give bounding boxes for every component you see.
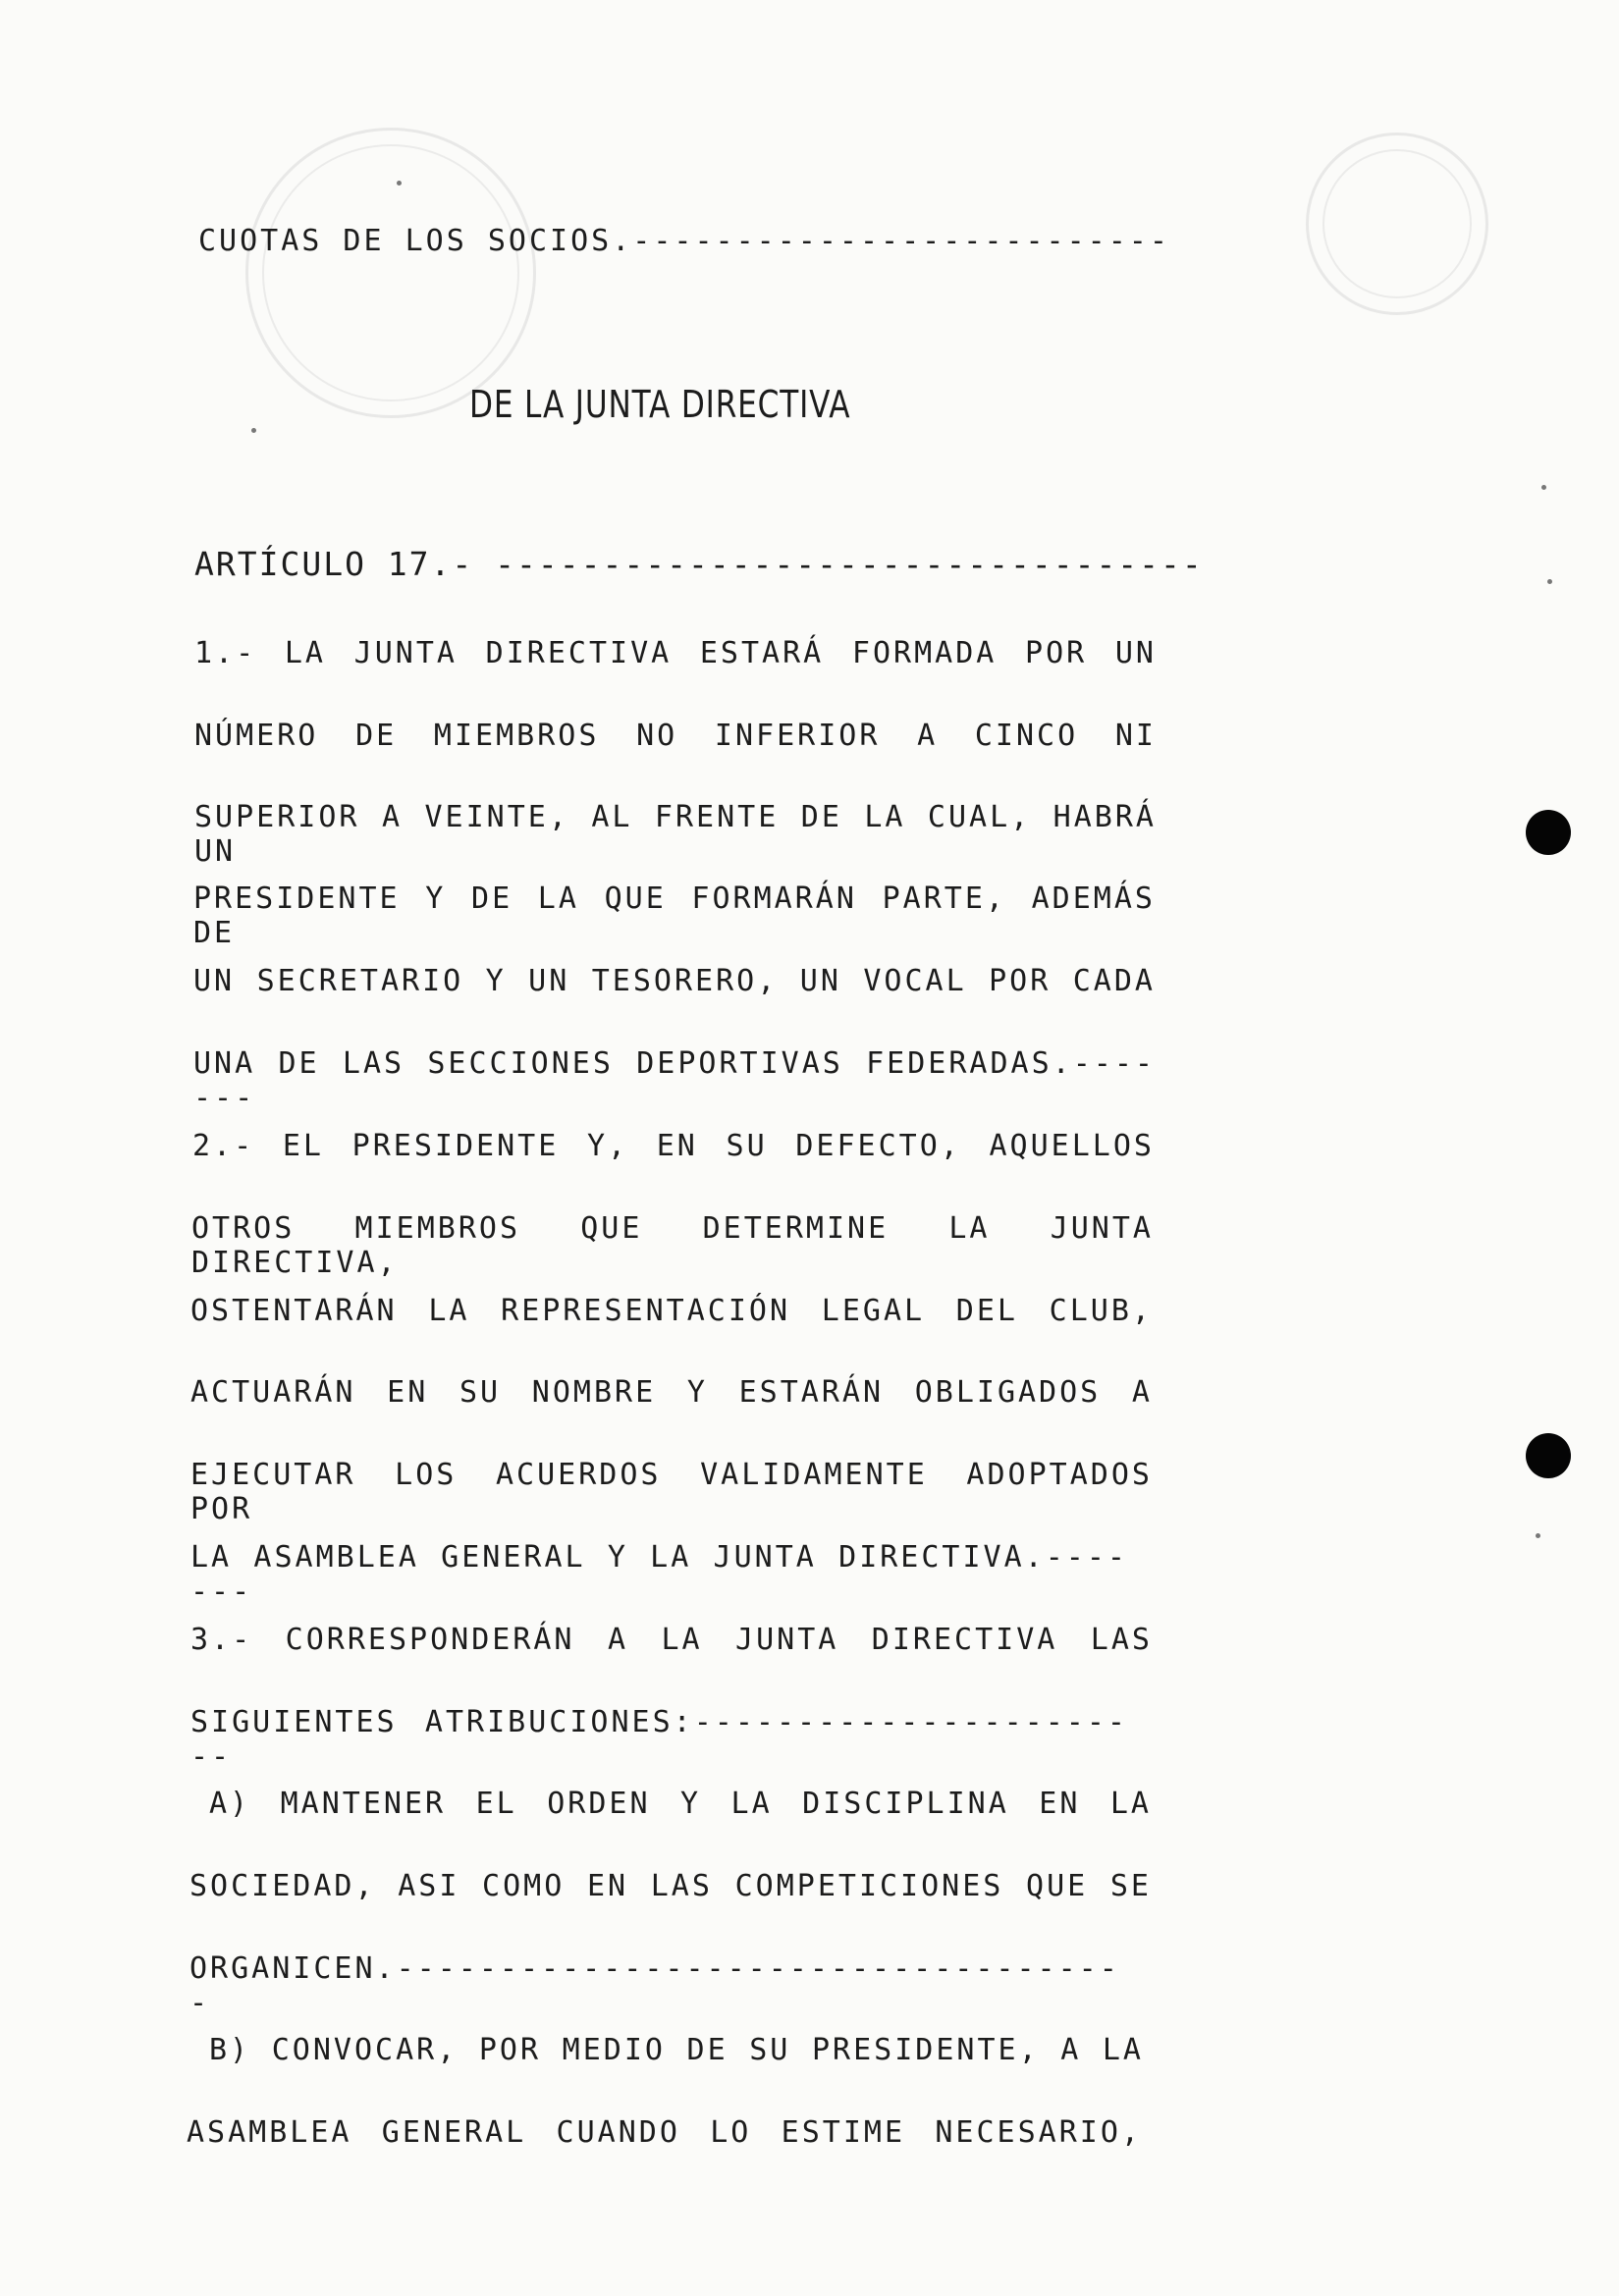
text-line: UNA DE LAS SECCIONES DEPORTIVAS FEDERADAS.------- — [193, 1046, 1156, 1115]
text-line: PRESIDENTE Y DE LA QUE FORMARÁN PARTE, ADEMÁS DE — [193, 881, 1156, 950]
text-line: SOCIEDAD, ASI COMO EN LAS COMPETICIONES QUE SE — [189, 1869, 1152, 1903]
ink-speck — [1541, 485, 1546, 490]
text-line: A) MANTENER EL ORDEN Y LA DISCIPLINA EN LA — [209, 1787, 1152, 1821]
text-line: ORGANICEN.------------------------------------ — [189, 1951, 1120, 2020]
text-line: SIGUIENTES ATRIBUCIONES:----------------------- — [190, 1705, 1128, 1774]
seal-stamp-right — [1306, 133, 1488, 315]
ink-speck — [251, 428, 256, 433]
text-line: 1.- LA JUNTA DIRECTIVA ESTARÁ FORMADA POR UN — [194, 636, 1157, 670]
text-line: 3.- CORRESPONDERÁN A LA JUNTA DIRECTIVA LAS — [190, 1623, 1153, 1657]
ink-speck — [1547, 579, 1552, 584]
article-title: ARTÍCULO 17.- --------------------------------- — [194, 545, 1204, 583]
text-line: LA ASAMBLEA GENERAL Y LA JUNTA DIRECTIVA.------- — [190, 1540, 1128, 1609]
text-line: OSTENTARÁN LA REPRESENTACIÓN LEGAL DEL CLUB, — [190, 1294, 1153, 1328]
ink-speck — [1536, 1533, 1540, 1538]
punch-hole-bottom — [1526, 1433, 1571, 1478]
text-line: SUPERIOR A VEINTE, AL FRENTE DE LA CUAL, HABRÁ UN — [194, 800, 1157, 869]
text-line: ACTUARÁN EN SU NOMBRE Y ESTARÁN OBLIGADOS A — [190, 1375, 1153, 1410]
text-line: EJECUTAR LOS ACUERDOS VALIDAMENTE ADOPTADOS POR — [190, 1458, 1153, 1526]
seal-stamp — [245, 128, 536, 418]
previous-section-line: CUOTAS DE LOS SOCIOS.-------------------------- — [198, 224, 1170, 258]
text-line: B) CONVOCAR, POR MEDIO DE SU PRESIDENTE, A LA — [209, 2033, 1144, 2067]
text-line: ASAMBLEA GENERAL CUANDO LO ESTIME NECESARIO, — [187, 2115, 1142, 2150]
punch-hole-top — [1526, 810, 1571, 855]
text-line: UN SECRETARIO Y UN TESORERO, UN VOCAL POR CADA — [193, 964, 1156, 998]
text-line: NÚMERO DE MIEMBROS NO INFERIOR A CINCO NI — [194, 719, 1157, 753]
text-line: 2.- EL PRESIDENTE Y, EN SU DEFECTO, AQUELLOS — [192, 1129, 1155, 1163]
ink-speck — [397, 181, 402, 186]
text-line: OTROS MIEMBROS QUE DETERMINE LA JUNTA DIRECTIVA, — [191, 1211, 1154, 1280]
section-heading: DE LA JUNTA DIRECTIVA — [469, 383, 851, 426]
